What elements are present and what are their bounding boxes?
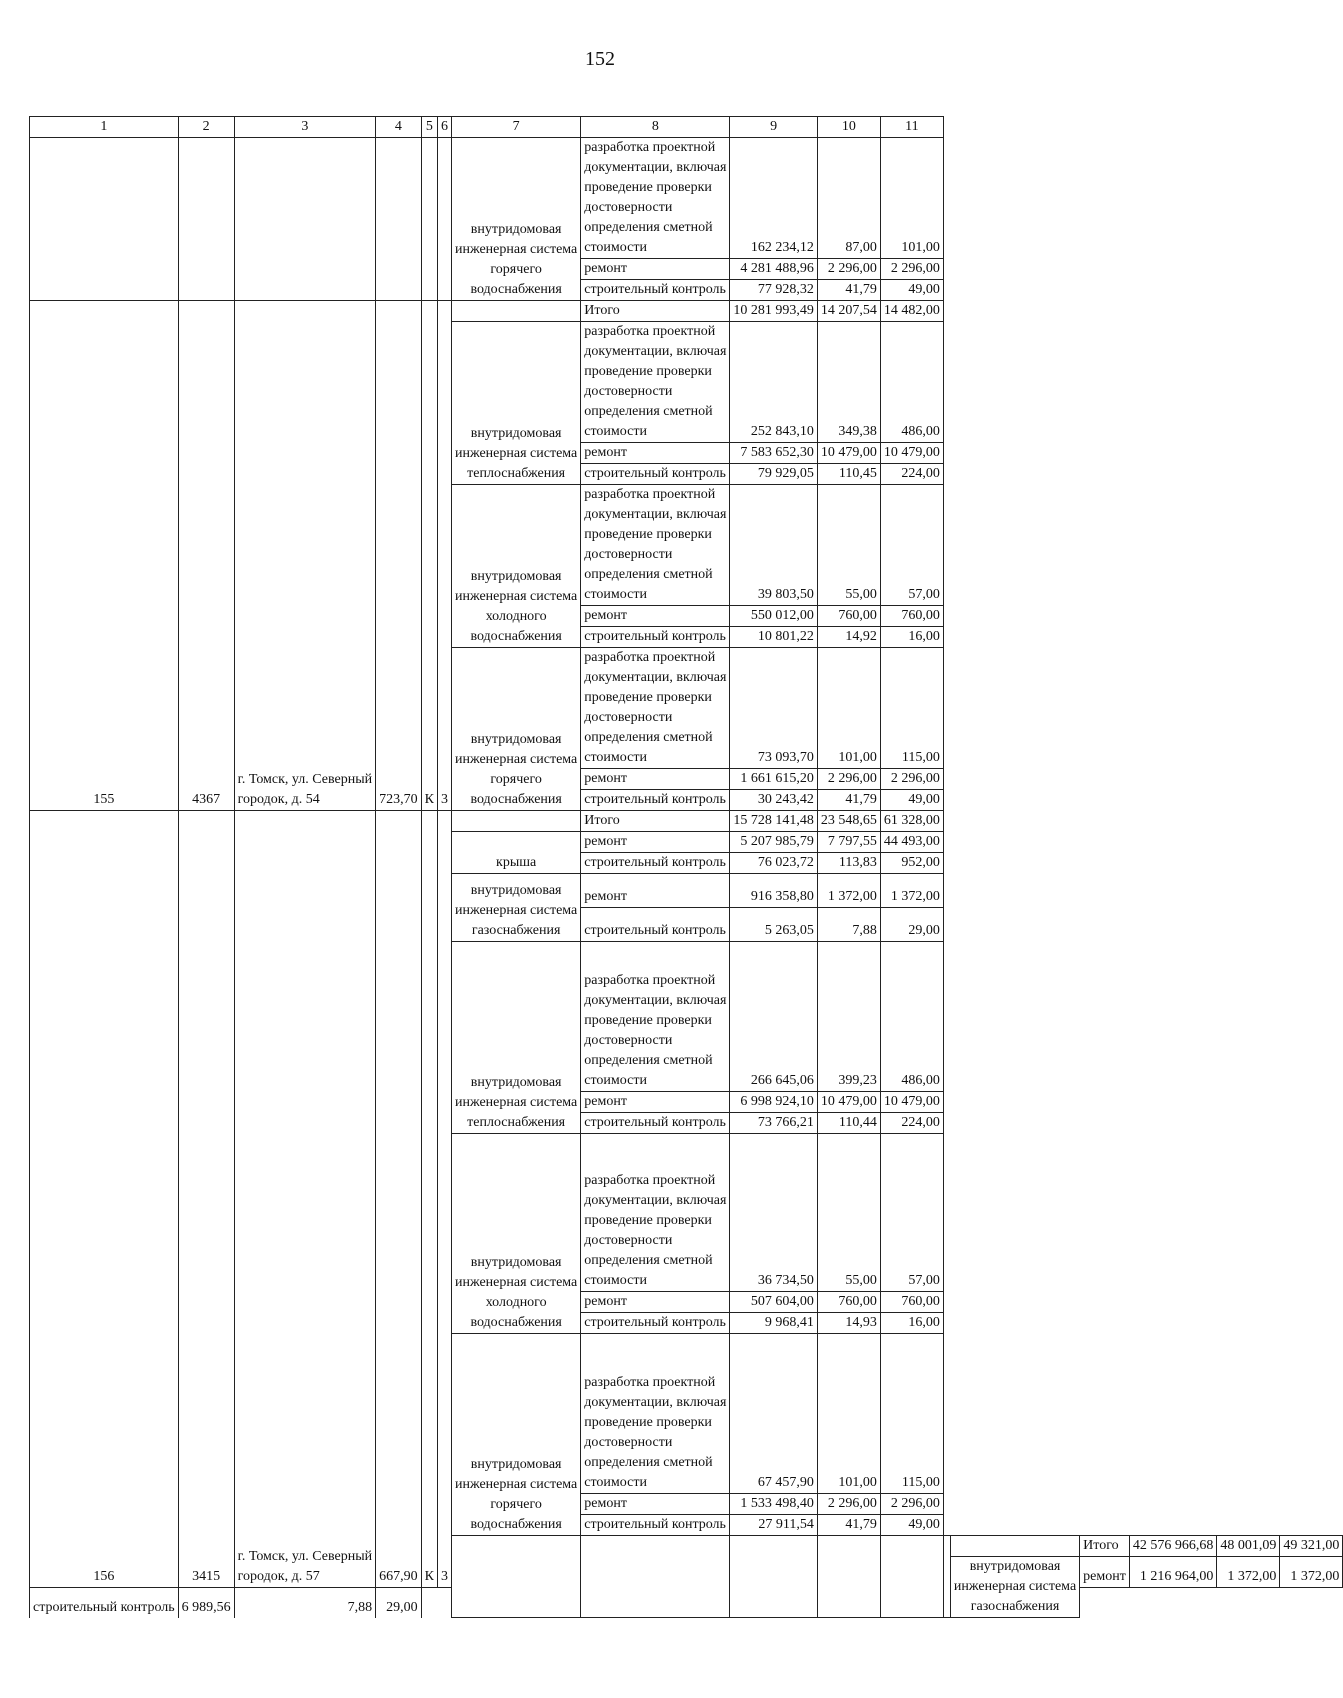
- system-name: внутридомовая инженерная система горячего водоснабжения: [452, 138, 581, 301]
- cost-limit: 2 296,00: [880, 259, 943, 280]
- record-address: г. Томск, ул. Северный городок, д. 54: [234, 301, 376, 811]
- record-cell-num: [452, 1536, 581, 1618]
- cost-total: 39 803,50: [730, 485, 818, 606]
- cost-limit: 115,00: [880, 1334, 943, 1494]
- cost-per-sqm: 2 296,00: [817, 769, 880, 790]
- cost-limit: 14 482,00: [880, 301, 943, 322]
- column-header: 10: [817, 117, 880, 138]
- column-header: 11: [880, 117, 943, 138]
- cost-total: 507 604,00: [730, 1292, 818, 1313]
- cost-limit: 224,00: [880, 464, 943, 485]
- column-header-row: [30, 117, 1343, 138]
- cost-limit: 57,00: [880, 485, 943, 606]
- work-type-design: разработка проектной документации, включая проведение проверки достоверности определения сметной стоимости: [581, 485, 730, 606]
- cost-total: 36 734,50: [730, 1134, 818, 1292]
- cost-per-sqm: 101,00: [817, 648, 880, 769]
- work-type-repair: ремонт: [581, 443, 730, 464]
- record-area: 667,90: [376, 811, 422, 1588]
- work-type-repair: ремонт: [581, 1494, 730, 1515]
- record-cell-address: [730, 1536, 818, 1618]
- cost-per-sqm: 2 296,00: [817, 259, 880, 280]
- cost-per-sqm: 7,88: [234, 1587, 376, 1618]
- cost-total: 6 998 924,10: [730, 1092, 818, 1113]
- cost-total: 1 661 615,20: [730, 769, 818, 790]
- cost-total: 550 012,00: [730, 606, 818, 627]
- cost-per-sqm: 14,93: [817, 1313, 880, 1334]
- cost-limit: 16,00: [880, 627, 943, 648]
- work-type-design: разработка проектной документации, включая проведение проверки достоверности определения сметной стоимости: [581, 138, 730, 259]
- work-type-control: строительный контроль: [581, 790, 730, 811]
- system-name: внутридомовая инженерная система холодного водоснабжения: [452, 1134, 581, 1334]
- column-header: 7: [452, 117, 581, 138]
- work-type-design: разработка проектной документации, включая проведение проверки достоверности определения сметной стоимости: [581, 648, 730, 769]
- cost-limit: 952,00: [880, 853, 943, 874]
- work-type-design: разработка проектной документации, включая проведение проверки достоверности определения сметной стоимости: [581, 942, 730, 1092]
- cost-limit: 49,00: [880, 1515, 943, 1536]
- record-floors: 3: [438, 811, 452, 1588]
- system-name: внутридомовая инженерная система горячего водоснабжения: [452, 1334, 581, 1536]
- record-address: г. Томск, ул. Северный городок, д. 57: [234, 811, 376, 1588]
- table-row-total: [30, 301, 1343, 322]
- cost-limit: 760,00: [880, 606, 943, 627]
- cost-total: 10 281 993,49: [730, 301, 818, 322]
- cost-per-sqm: 1 372,00: [1217, 1557, 1280, 1588]
- cost-limit: 61 328,00: [880, 811, 943, 832]
- work-type-control: строительный контроль: [581, 464, 730, 485]
- cost-limit: 49,00: [880, 280, 943, 301]
- column-header: 5: [421, 117, 437, 138]
- cost-total: 1 533 498,40: [730, 1494, 818, 1515]
- work-type-control: строительный контроль: [30, 1587, 179, 1618]
- work-type-repair: ремонт: [581, 259, 730, 280]
- cost-limit: 224,00: [880, 1113, 943, 1134]
- cost-total: 252 843,10: [730, 322, 818, 443]
- cost-per-sqm: 14,92: [817, 627, 880, 648]
- work-type-control: строительный контроль: [581, 853, 730, 874]
- work-type-repair: ремонт: [581, 874, 730, 908]
- cost-limit: 2 296,00: [880, 769, 943, 790]
- work-type-total: Итого: [581, 301, 730, 322]
- record-type: К: [421, 301, 437, 811]
- column-header: 9: [730, 117, 818, 138]
- cost-limit: 486,00: [880, 942, 943, 1092]
- work-type-total: Итого: [581, 811, 730, 832]
- work-type-control: строительный контроль: [581, 1113, 730, 1134]
- cost-per-sqm: 41,79: [817, 1515, 880, 1536]
- system-name-empty: [950, 1536, 1079, 1557]
- cost-total: 5 207 985,79: [730, 832, 818, 853]
- cost-total: 77 928,32: [730, 280, 818, 301]
- cost-total: 162 234,12: [730, 138, 818, 259]
- work-type-control: строительный контроль: [581, 1515, 730, 1536]
- record-number: 156: [30, 811, 179, 1588]
- cost-per-sqm: 2 296,00: [817, 1494, 880, 1515]
- system-name: внутридомовая инженерная система теплоснабжения: [452, 322, 581, 485]
- cost-limit: 101,00: [880, 138, 943, 259]
- record-cell-floors: [943, 1536, 950, 1618]
- system-name: внутридомовая инженерная система теплоснабжения: [452, 942, 581, 1134]
- work-type-repair: ремонт: [581, 832, 730, 853]
- record-floors: 3: [438, 301, 452, 811]
- cost-per-sqm: 110,44: [817, 1113, 880, 1134]
- cost-per-sqm: 48 001,09: [1217, 1536, 1280, 1557]
- cost-per-sqm: 41,79: [817, 790, 880, 811]
- cost-total: 67 457,90: [730, 1334, 818, 1494]
- work-type-total: Итого: [1080, 1536, 1130, 1557]
- table-row: [30, 138, 1343, 259]
- cost-total: 6 989,56: [178, 1587, 234, 1618]
- column-header: 3: [234, 117, 376, 138]
- work-type-repair: ремонт: [581, 1292, 730, 1313]
- cost-per-sqm: 399,23: [817, 942, 880, 1092]
- work-type-design: разработка проектной документации, включая проведение проверки достоверности определения сметной стоимости: [581, 1134, 730, 1292]
- cost-total: 15 728 141,48: [730, 811, 818, 832]
- system-name: внутридомовая инженерная система холодного водоснабжения: [452, 485, 581, 648]
- cost-per-sqm: 7,88: [817, 908, 880, 942]
- cost-limit: 760,00: [880, 1292, 943, 1313]
- cost-per-sqm: 10 479,00: [817, 443, 880, 464]
- cost-limit: 10 479,00: [880, 443, 943, 464]
- work-type-control: строительный контроль: [581, 627, 730, 648]
- cost-total: 42 576 966,68: [1129, 1536, 1217, 1557]
- record-cell-type: [421, 138, 437, 301]
- cost-total: 30 243,42: [730, 790, 818, 811]
- record-cell-id: [178, 138, 234, 301]
- work-type-design: разработка проектной документации, включая проведение проверки достоверности определения сметной стоимости: [581, 322, 730, 443]
- system-name: внутридомовая инженерная система газоснабжения: [950, 1557, 1079, 1618]
- cost-total: 27 911,54: [730, 1515, 818, 1536]
- system-name-empty: [452, 811, 581, 832]
- cost-total: 7 583 652,30: [730, 443, 818, 464]
- cost-per-sqm: 760,00: [817, 1292, 880, 1313]
- cost-per-sqm: 110,45: [817, 464, 880, 485]
- column-header: 1: [30, 117, 179, 138]
- record-cell-num: [30, 138, 179, 301]
- cost-total: 916 358,80: [730, 874, 818, 908]
- repair-schedule-table: [29, 116, 1343, 1618]
- work-type-design: разработка проектной документации, включая проведение проверки достоверности определения сметной стоимости: [581, 1334, 730, 1494]
- work-type-control: строительный контроль: [581, 908, 730, 942]
- cost-total: 9 968,41: [730, 1313, 818, 1334]
- work-type-repair: ремонт: [581, 769, 730, 790]
- system-name-empty: [452, 301, 581, 322]
- cost-total: 73 093,70: [730, 648, 818, 769]
- work-type-control: строительный контроль: [581, 280, 730, 301]
- cost-per-sqm: 87,00: [817, 138, 880, 259]
- record-cell-area: [376, 138, 422, 301]
- column-header: 6: [438, 117, 452, 138]
- cost-total: 73 766,21: [730, 1113, 818, 1134]
- cost-per-sqm: 113,83: [817, 853, 880, 874]
- record-number: 155: [30, 301, 179, 811]
- cost-per-sqm: 14 207,54: [817, 301, 880, 322]
- column-header: 8: [581, 117, 730, 138]
- cost-per-sqm: 41,79: [817, 280, 880, 301]
- record-type: К: [421, 811, 437, 1588]
- work-type-control: строительный контроль: [581, 1313, 730, 1334]
- cost-limit: 44 493,00: [880, 832, 943, 853]
- record-cell-id: [581, 1536, 730, 1618]
- record-area: 723,70: [376, 301, 422, 811]
- cost-limit: 115,00: [880, 648, 943, 769]
- cost-per-sqm: 10 479,00: [817, 1092, 880, 1113]
- cost-per-sqm: 55,00: [817, 485, 880, 606]
- cost-limit: 10 479,00: [880, 1092, 943, 1113]
- cost-total: 76 023,72: [730, 853, 818, 874]
- cost-per-sqm: 1 372,00: [817, 874, 880, 908]
- cost-total: 4 281 488,96: [730, 259, 818, 280]
- cost-limit: 49,00: [880, 790, 943, 811]
- cost-total: 1 216 964,00: [1129, 1557, 1217, 1588]
- cost-per-sqm: 349,38: [817, 322, 880, 443]
- record-id: 4367: [178, 301, 234, 811]
- record-id: 3415: [178, 811, 234, 1588]
- system-name: внутридомовая инженерная система горячего водоснабжения: [452, 648, 581, 811]
- cost-limit: 1 372,00: [880, 874, 943, 908]
- cost-per-sqm: 23 548,65: [817, 811, 880, 832]
- system-name: внутридомовая инженерная система газоснабжения: [452, 874, 581, 942]
- cost-total: 266 645,06: [730, 942, 818, 1092]
- record-cell-type: [880, 1536, 943, 1618]
- cost-limit: 57,00: [880, 1134, 943, 1292]
- cost-total: 79 929,05: [730, 464, 818, 485]
- cost-limit: 1 372,00: [1280, 1557, 1343, 1588]
- cost-per-sqm: 760,00: [817, 606, 880, 627]
- system-name: крыша: [452, 832, 581, 874]
- cost-limit: 16,00: [880, 1313, 943, 1334]
- column-header: 4: [376, 117, 422, 138]
- column-header: 2: [178, 117, 234, 138]
- record-cell-area: [817, 1536, 880, 1618]
- page-number: 152: [585, 48, 615, 70]
- work-type-repair: ремонт: [1080, 1557, 1130, 1588]
- cost-limit: 49 321,00: [1280, 1536, 1343, 1557]
- cost-per-sqm: 55,00: [817, 1134, 880, 1292]
- cost-limit: 29,00: [376, 1587, 422, 1618]
- cost-total: 10 801,22: [730, 627, 818, 648]
- cost-limit: 29,00: [880, 908, 943, 942]
- cost-limit: 2 296,00: [880, 1494, 943, 1515]
- cost-total: 5 263,05: [730, 908, 818, 942]
- table-row-total: [30, 811, 1343, 832]
- cost-limit: 486,00: [880, 322, 943, 443]
- cost-per-sqm: 7 797,55: [817, 832, 880, 853]
- work-type-repair: ремонт: [581, 1092, 730, 1113]
- record-cell-floors: [438, 138, 452, 301]
- cost-per-sqm: 101,00: [817, 1334, 880, 1494]
- work-type-repair: ремонт: [581, 606, 730, 627]
- record-cell-address: [234, 138, 376, 301]
